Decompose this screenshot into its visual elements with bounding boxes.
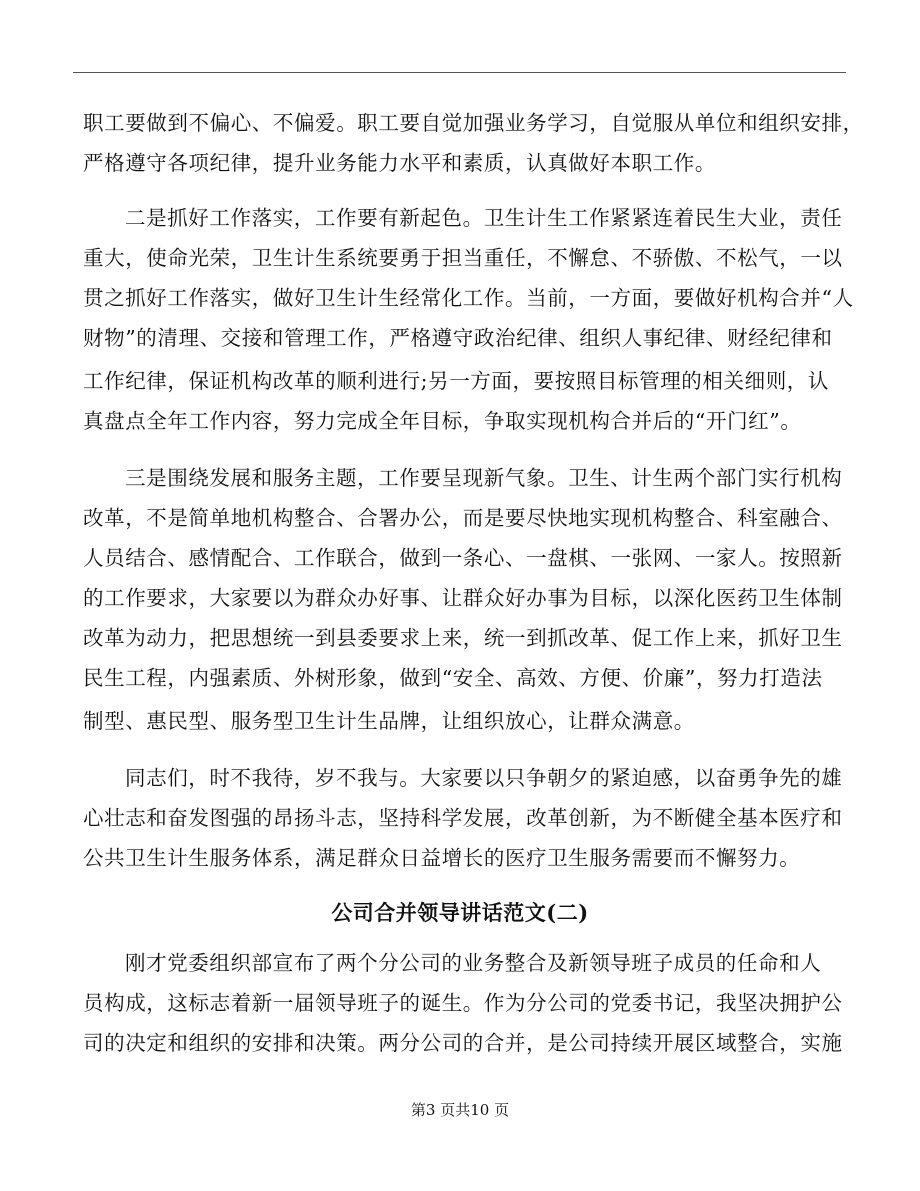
text-line: 公共卫生计生服务体系，满足群众日益增长的医疗卫生服务需要而不懈努力。 [83,846,801,870]
text-line: 改革为动力，把思想统一到县委要求上来，统一到抓改革、促工作上来，抓好卫生 [83,626,843,650]
text-line: 工作纪律，保证机构改革的顺利进行;另一方面，要按照目标管理的相关细则，认 [83,369,830,393]
text-line: 改革，不是简单地机构整合、合署办公，而是要尽快地实现机构整合、科室融合、 [83,506,843,530]
header-rule [73,72,846,73]
page-number: 第3 页共10 页 [410,1101,510,1119]
text-line: 二是抓好工作落实，工作要有新起色。卫生计生工作紧紧连着民生大业，责任 [125,206,843,230]
text-line: 民生工程，内强素质、外树形象，做到“安全、高效、方便、价廉”，努力打造法 [83,666,823,690]
text-line: 三是围绕发展和服务主题，工作要呈现新气象。卫生、计生两个部门实行机构 [125,466,843,490]
text-line: 司的决定和组织的安排和决策。两分公司的合并，是公司持续开展区域整合，实施 [83,1031,843,1055]
text-line: 真盘点全年工作内容，努力完成全年目标，争取实现机构合并后的“开门红”。 [83,409,802,433]
text-line: 员构成，这标志着新一届领导班子的诞生。作为分公司的党委书记，我坚决拥护公 [83,991,843,1015]
text-line: 职工要做到不偏心、不偏爱。职工要自觉加强业务学习，自觉服从单位和组织安排， [83,111,864,135]
text-line: 心壮志和奋发图强的昂扬斗志，坚持科学发展，改革创新，为不断健全基本医疗和 [83,806,843,830]
text-line: 的工作要求，大家要以为群众办好事、让群众好办事为目标，以深化医药卫生体制 [83,586,843,610]
text-line: 重大，使命光荣，卫生计生系统要勇于担当重任，不懈怠、不骄傲、不松气，一以 [83,246,843,270]
text-line: 刚才党委组织部宣布了两个分公司的业务整合及新领导班子成员的任命和人 [125,951,822,975]
text-line: 贯之抓好工作落实，做好卫生计生经常化工作。当前，一方面，要做好机构合并“人 [83,286,854,310]
text-line: 同志们，时不我待，岁不我与。大家要以只争朝夕的紧迫感，以奋勇争先的雄 [125,766,843,790]
section-heading: 公司合并领导讲话范文(二) [331,900,589,925]
text-line: 制型、惠民型、服务型卫生计生品牌，让组织放心，让群众满意。 [83,709,695,733]
text-line: 财物”的清理、交接和管理工作，严格遵守政治纪律、组织人事纪律、财经纪律和 [83,326,833,350]
text-line: 严格遵守各项纪律，提升业务能力水平和素质，认真做好本职工作。 [83,151,716,175]
text-line: 人员结合、感情配合、工作联合，做到一条心、一盘棋、一张网、一家人。按照新 [83,546,843,570]
